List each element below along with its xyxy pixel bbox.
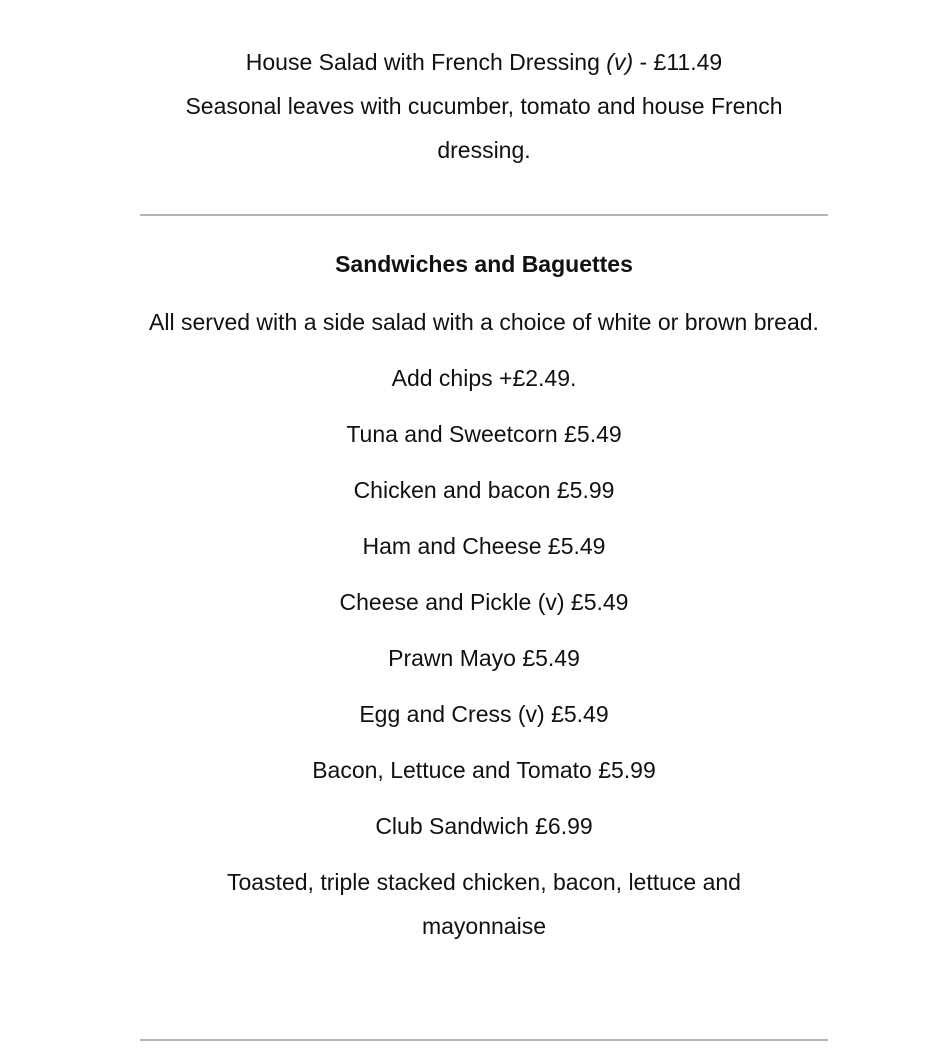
sandwich-item-2: Chicken and bacon £5.99 [353,477,615,503]
section-divider-top [140,214,828,216]
sandwiches-section [140,242,828,948]
club-sandwich-description: Toasted, triple stacked chicken, bacon, lettuce and mayonnaise [227,869,741,939]
sandwich-item-4: Cheese and Pickle (v) £5.49 [339,589,629,615]
sandwich-item-3: Ham and Cheese £5.49 [362,533,606,559]
sandwich-item-7: Bacon, Lettuce and Tomato £5.99 [312,757,656,783]
sandwiches-addon: Add chips +£2.49. [391,365,577,391]
house-salad-name: House Salad with French Dressing [245,49,600,75]
sandwich-item-1: Tuna and Sweetcorn £5.49 [346,421,622,447]
house-salad-section [140,40,828,172]
sandwich-item-5: Prawn Mayo £5.49 [388,645,580,671]
house-salad-description: Seasonal leaves with cucumber, tomato and house French dressing. [185,93,783,163]
section-divider-bottom [140,1039,828,1041]
house-salad-heading [140,40,828,84]
sandwiches-title: Sandwiches and Baguettes [335,251,633,277]
sandwich-item-8: Club Sandwich £6.99 [375,813,593,839]
house-salad-vegetarian-mark: (v) [606,49,634,75]
house-salad-price: - £11.49 [633,49,723,75]
sandwiches-intro: All served with a side salad with a choice of white or brown bread. [149,309,819,335]
sandwich-item-6: Egg and Cress (v) £5.49 [359,701,609,727]
